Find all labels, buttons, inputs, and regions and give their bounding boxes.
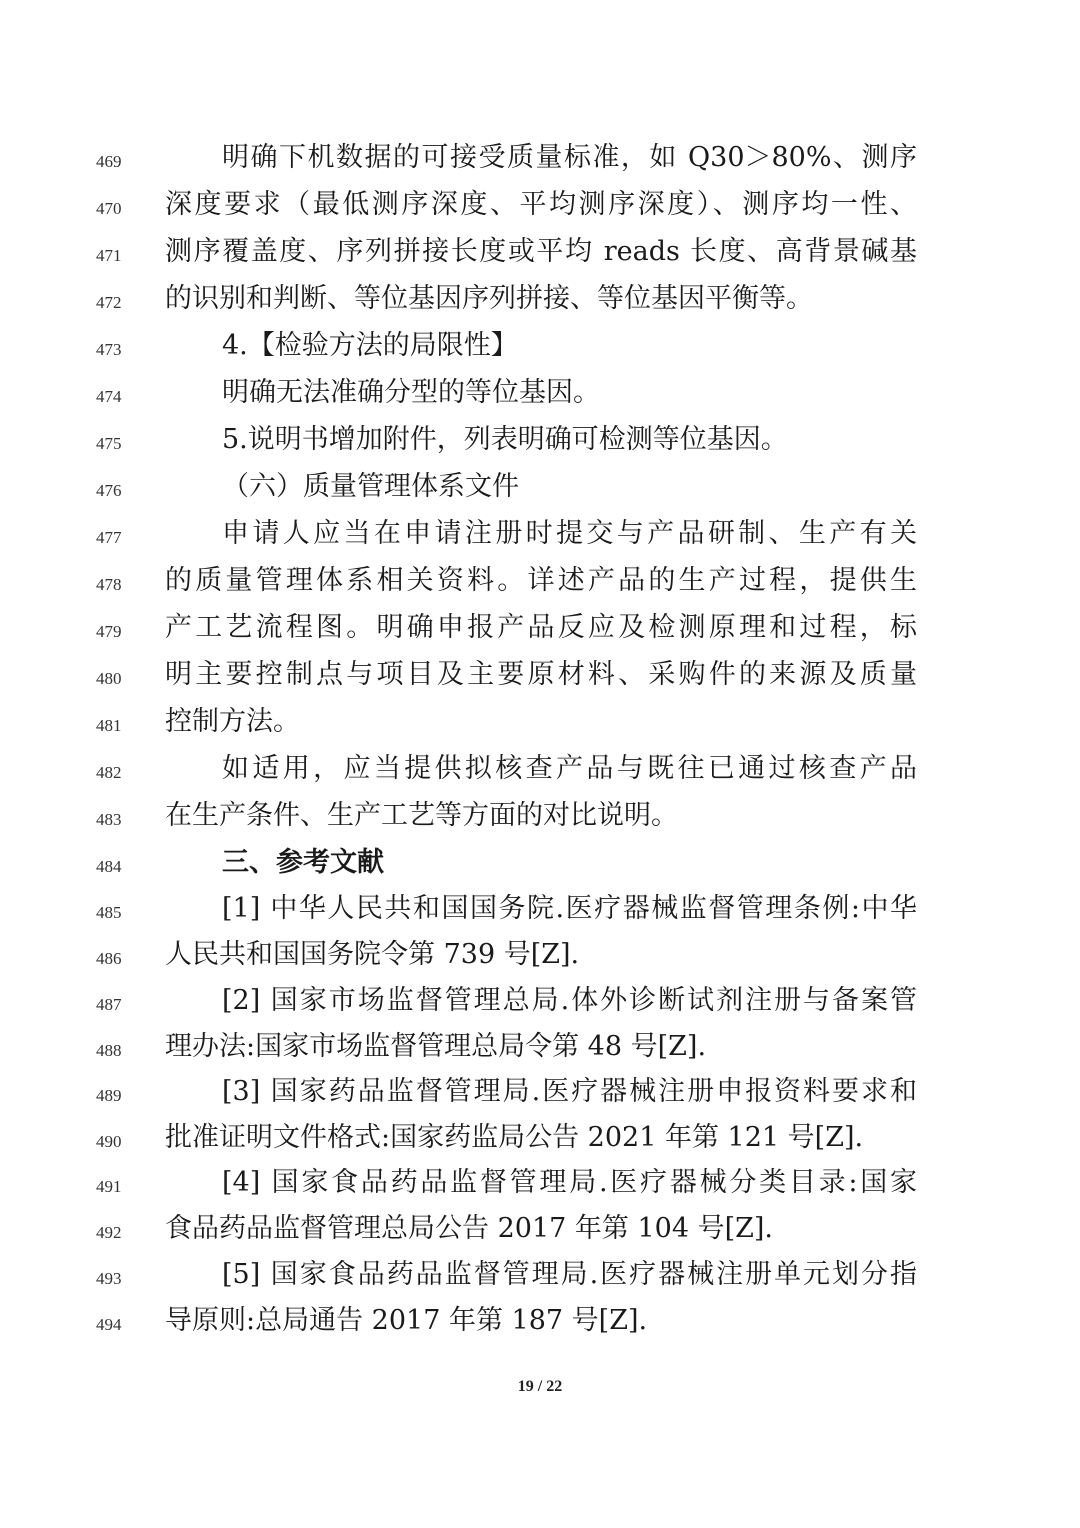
document-line <box>0 751 1080 798</box>
line-text: 明确无法准确分型的等位基因。 <box>222 377 600 408</box>
section-heading: （六）质量管理体系文件 <box>222 471 519 502</box>
document-line <box>0 1211 1080 1258</box>
document-line <box>0 469 1080 516</box>
document-line <box>0 937 1080 984</box>
document-line <box>0 798 1080 845</box>
reference-entry: [4] 国家食品药品监督管理局.医疗器械分类目录:国家 <box>222 1167 917 1198</box>
reference-entry: 导原则:总局通告 2017 年第 187 号[Z]. <box>165 1305 648 1336</box>
line-number: 481 <box>96 716 122 735</box>
line-number: 486 <box>96 949 122 968</box>
line-number: 488 <box>96 1041 122 1060</box>
line-number: 484 <box>96 857 122 876</box>
line-number: 493 <box>96 1269 122 1288</box>
document-line <box>0 1165 1080 1212</box>
document-line <box>0 657 1080 704</box>
line-text: 控制方法。 <box>165 706 300 737</box>
line-text: 的识别和判断、等位基因序列拼接、等位基因平衡等。 <box>165 283 813 314</box>
line-number: 485 <box>96 903 122 922</box>
line-number: 492 <box>96 1223 122 1242</box>
line-number: 487 <box>96 995 122 1014</box>
reference-entry: 食品药品监督管理总局公告 2017 年第 104 号[Z]. <box>165 1213 773 1244</box>
document-line <box>0 422 1080 469</box>
reference-entry: [2] 国家市场监督管理总局.体外诊断试剂注册与备案管 <box>222 985 917 1016</box>
line-number: 494 <box>96 1315 122 1334</box>
line-number: 474 <box>96 387 122 406</box>
reference-entry: [3] 国家药品监督管理局.医疗器械注册申报资料要求和 <box>222 1076 917 1107</box>
line-text: 如适用，应当提供拟核查产品与既往已通过核查产品 <box>222 753 917 784</box>
page-number: 19 / 22 <box>517 1378 563 1395</box>
line-number: 490 <box>96 1132 122 1151</box>
line-number: 483 <box>96 810 122 829</box>
line-text: 明主要控制点与项目及主要原材料、采购件的来源及质量 <box>165 659 917 690</box>
document-line <box>0 375 1080 422</box>
line-number: 475 <box>96 434 122 453</box>
document-line <box>0 891 1080 938</box>
document-line <box>0 983 1080 1030</box>
document-line <box>0 1029 1080 1076</box>
line-text: 的质量管理体系相关资料。详述产品的生产过程，提供生 <box>165 565 917 596</box>
line-number: 469 <box>96 152 122 171</box>
line-number: 471 <box>96 246 122 265</box>
reference-entry: 理办法:国家市场监督管理总局令第 48 号[Z]. <box>165 1031 707 1062</box>
document-line <box>0 1303 1080 1350</box>
line-number: 482 <box>96 763 122 782</box>
document-line <box>0 187 1080 234</box>
line-text: 在生产条件、生产工艺等方面的对比说明。 <box>165 800 678 831</box>
document-line <box>0 1257 1080 1304</box>
line-number: 470 <box>96 199 122 218</box>
section-heading: 三、参考文献 <box>222 847 384 878</box>
document-line <box>0 610 1080 657</box>
document-line <box>0 234 1080 281</box>
reference-entry: [5] 国家食品药品监督管理局.医疗器械注册单元划分指 <box>222 1259 917 1290</box>
section-heading: 4.【检验方法的局限性】 <box>222 330 518 361</box>
line-number: 479 <box>96 622 122 641</box>
document-line <box>0 328 1080 375</box>
line-number: 476 <box>96 481 122 500</box>
line-number: 478 <box>96 575 122 594</box>
document-line <box>0 281 1080 328</box>
reference-entry: 人民共和国国务院令第 739 号[Z]. <box>165 939 580 970</box>
line-text: 产工艺流程图。明确申报产品反应及检测原理和过程，标 <box>165 612 917 643</box>
reference-entry: [1] 中华人民共和国国务院.医疗器械监督管理条例:中华 <box>222 893 917 924</box>
line-number: 473 <box>96 340 122 359</box>
line-number: 472 <box>96 293 122 312</box>
document-line <box>0 704 1080 751</box>
line-text: 测序覆盖度、序列拼接长度或平均 reads 长度、高背景碱基 <box>165 236 917 267</box>
document-line <box>0 516 1080 563</box>
line-text: 深度要求（最低测序深度、平均测序深度）、测序均一性、 <box>165 189 917 220</box>
document-line <box>0 563 1080 610</box>
line-number: 480 <box>96 669 122 688</box>
line-number: 489 <box>96 1086 122 1105</box>
document-line <box>0 1120 1080 1167</box>
line-text: 5.说明书增加附件，列表明确可检测等位基因。 <box>222 424 788 455</box>
line-number: 491 <box>96 1177 122 1196</box>
document-line <box>0 845 1080 892</box>
document-line <box>0 140 1080 187</box>
line-number: 477 <box>96 528 122 547</box>
document-line <box>0 1074 1080 1121</box>
line-text: 申请人应当在申请注册时提交与产品研制、生产有关 <box>222 518 917 549</box>
line-text: 明确下机数据的可接受质量标准，如 Q30＞80%、测序 <box>222 142 917 173</box>
reference-entry: 批准证明文件格式:国家药监局公告 2021 年第 121 号[Z]. <box>165 1122 864 1153</box>
